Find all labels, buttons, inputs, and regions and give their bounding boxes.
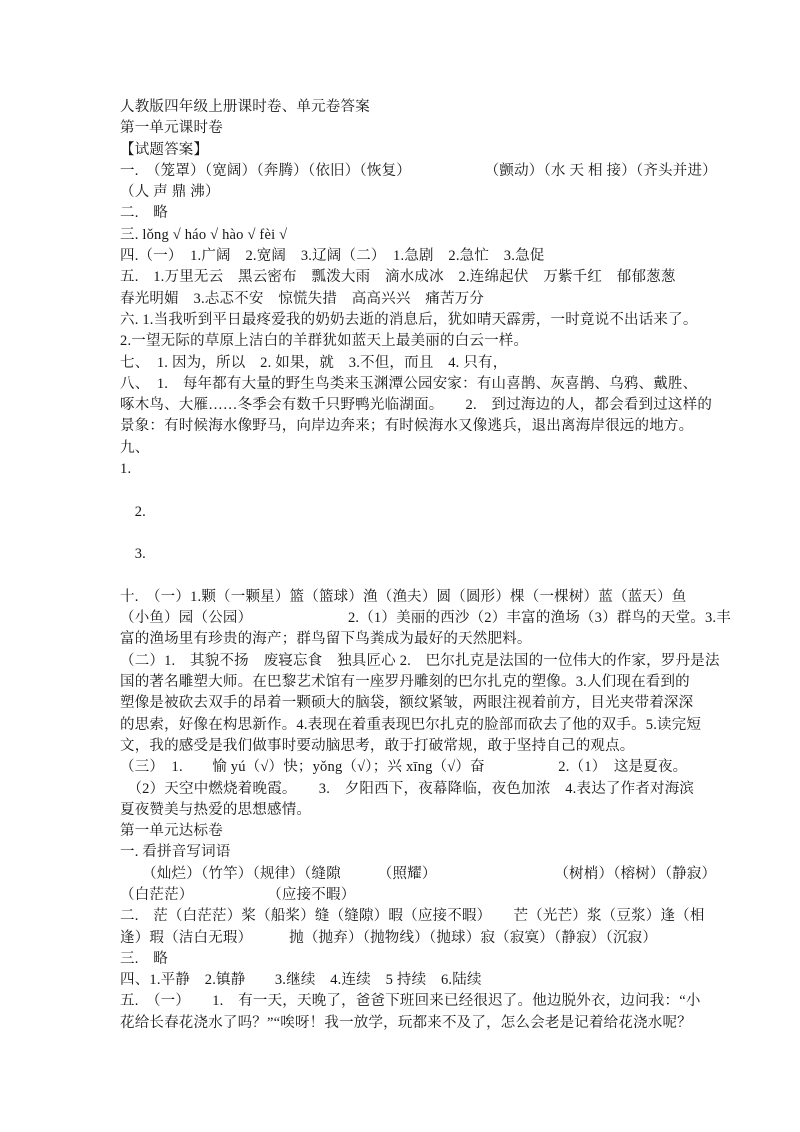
text-line: 一. （笼罩）（宽阔）（奔腾）（依旧）（恢复） （颤动）（水 天 相 接）（齐头并进） (120, 162, 717, 179)
text-line: 八、 1. 每年都有大量的野生鸟类来玉渊潭公园安家：有山喜鹊、灰喜鹊、乌鸦、戴胜、 (120, 375, 698, 392)
text-line: （二）1. 其貌不扬 废寝忘食 独具匠心 2. 巴尔扎克是法国的一位伟大的作家，罗丹是法 (120, 652, 720, 669)
text-line: 的思索，好像在构思新作。4.表现在着重表现巴尔扎克的脸部而砍去了他的双手。5.读完短 (120, 716, 702, 733)
text-line: （人 声 鼎 沸） (120, 184, 220, 201)
text-line: 五. （一） 1. 有一天，天晚了，爸爸下班回来已经很迟了。他边脱外衣，边问我：“小 (120, 993, 701, 1010)
text-line: 四、1.平静 2.镇静 3.继续 4.连续 5 持续 6.陆续 (120, 972, 482, 989)
text-line: 五. 1.万里无云 黑云密布 瓢泼大雨 滴水成冰 2.连绵起伏 万紫千红 郁郁葱葱 (120, 269, 676, 286)
text-line (120, 566, 720, 587)
text-line: 九、 (120, 439, 150, 456)
text-line: 七、 1. 因为，所以 2. 如果，就 3.不但，而且 4. 只有， (120, 354, 508, 371)
document-body (120, 97, 731, 1034)
text-line: 花给长春花浇水了吗？”“唉呀！我一放学，玩都来不及了，怎么会老是记着给花浇水呢？ (120, 1014, 692, 1031)
text-line: （白茫茫） （应接不暇） (120, 886, 356, 903)
text-line: 2. (120, 503, 146, 520)
text-line: 塑像是被砍去双手的昂着一颗硕大的脑袋，额纹紧皱，两眼注视着前方，目光夹带着深深 (120, 695, 694, 712)
text-line: 春光明媚 3.忐忑不安 惊慌失措 高高兴兴 痛苦万分 (120, 290, 485, 307)
text-line: 三. lǒng √ háo √ hào √ fèi √ (120, 226, 288, 243)
text-line: 二. 茫（白茫茫）桨（船桨）缝（缝隙）暇（应接不暇） 芒（光芒）浆（豆浆）逢（相 (120, 908, 705, 925)
text-line: 2.一望无际的草原上洁白的羊群犹如蓝天上最美丽的白云一样。 (120, 333, 529, 350)
text-line: 二. 略 (120, 205, 168, 222)
text-line: 一. 看拼音写词语 (120, 844, 231, 861)
text-line: 夏夜赞美与热爱的思想感情。 (120, 801, 312, 818)
document-title: 人教版四年级上册课时卷、单元卷答案 (120, 99, 370, 115)
text-line: 逢）瑕（洁白无瑕） 抛（抛弃）（抛物线）（抛球）寂（寂寞）（静寂）（沉寂） (120, 929, 658, 946)
text-line: 第一单元课时卷 (120, 120, 223, 137)
text-line: 三. 略 (120, 950, 168, 967)
text-line (120, 480, 720, 501)
text-line: 十. （一）1.颗（一颗星）篮（篮球）渔（渔夫）圆（圆形）棵（一棵树）蓝（蓝天）鱼 (120, 588, 687, 605)
text-line: 富的渔场里有珍贵的海产；群鸟留下鸟粪成为最好的天然肥料。 (120, 631, 532, 648)
text-line: 【试题答案】 (120, 141, 209, 158)
text-line: 1. (120, 461, 132, 478)
text-line: （2）天空中燃烧着晚霞。 3. 夕阳西下，夜幕降临，夜色加浓 4.表达了作者对海滨 (120, 780, 695, 797)
text-line: 六. 1.当我听到平日最疼爱我的奶奶去逝的消息后，犹如晴天霹雳，一时竟说不出话来了。 (120, 311, 698, 328)
text-line: 四.（一） 1.广阔 2.宽阔 3.辽阔（二） 1.急剧 2.急忙 3.急促 (120, 248, 545, 265)
text-line: （三） 1. 愉 yú（√）快；yǒng（√）；兴 xīng（√）奋 2.（1） 这是夏夜。 (120, 759, 688, 776)
text-line: 啄木鸟、大雁……冬季会有数千只野鸭光临湖面。 2. 到过海边的人，都会看到过这样的 (120, 397, 713, 414)
text-line: （小鱼）园（公园） 2.（1）美丽的西沙（2）丰富的渔场（3）群鸟的天堂。3.丰 (120, 610, 731, 627)
text-line: （灿烂）（竹竿）（规律）（缝隙 （照耀） （树梢）（榕树）（静寂） (120, 865, 717, 882)
text-line (120, 523, 720, 544)
text-line: 第一单元达标卷 (120, 823, 223, 840)
text-line: 文，我的感受是我们做事时要动脑思考，敢于打破常规，敢于坚持自己的观点。 (120, 737, 635, 754)
text-line: 3. (120, 546, 146, 563)
text-line: 景象：有时候海水像野马，向岸边奔来；有时候海水又像逃兵，退出离海岸很远的地方。 (120, 418, 694, 435)
text-line: 国的著名雕塑大师。在巴黎艺术馆有一座罗丹雕刻的巴尔扎克的塑像。3.人们现在看到的 (120, 674, 690, 691)
